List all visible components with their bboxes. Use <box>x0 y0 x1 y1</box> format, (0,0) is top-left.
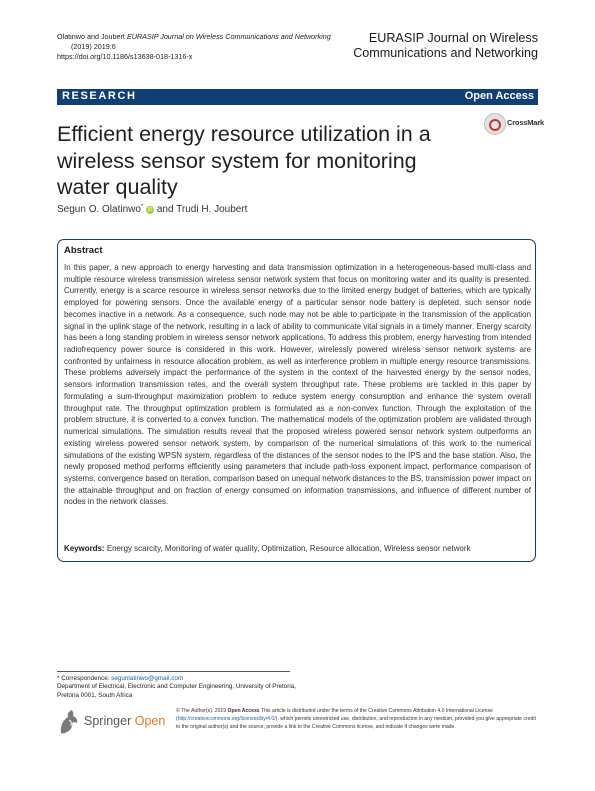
journal-name-line2: Communications and Networking <box>353 45 538 60</box>
keywords-list: Energy scarcity, Monitoring of water quality, Optimization, Resource allocation, Wireless sensor network <box>106 544 471 553</box>
springer-word: Springer <box>84 714 132 728</box>
copyright-text: © The Author(s). 2019 <box>176 708 227 714</box>
springer-open-logo <box>57 708 167 738</box>
springer-open-wordmark <box>84 714 165 728</box>
citation-year-volume: (2019) 2019:6 <box>71 42 116 51</box>
citation-journal: EURASIP Journal on Wireless Communications and Networking <box>126 32 331 41</box>
crossmark-icon <box>484 113 506 135</box>
license-notice <box>176 707 538 731</box>
author-affiliation: Department of Electrical, Electronic and Computer Engineering, University of Pretoria, Pretoria 0001, South Africa <box>57 683 297 699</box>
doi-link[interactable]: https://doi.org/10.1186/s13638-018-1316-x <box>57 52 193 61</box>
open-word: Open <box>134 714 166 728</box>
keywords-label: Keywords: <box>64 544 105 553</box>
springer-horse-icon <box>57 708 81 736</box>
author-first[interactable]: Segun O. Olatinwo <box>57 204 141 215</box>
footnote-divider <box>57 671 290 672</box>
license-link[interactable]: http://creativecommons.org/licenses/by/4.0/ <box>177 716 276 723</box>
citation-header <box>57 32 347 62</box>
journal-name <box>318 31 538 60</box>
orcid-icon[interactable]: iD <box>147 207 153 213</box>
abstract-box <box>57 239 536 562</box>
license-open-access: Open Access <box>227 708 260 714</box>
license-text-part2: ), which permits unrestricted use, distribution, and reproduction in any medium, provided you give appropriate credit to the original author(s) and the source, provide a link to the Creative Commons license, and indicate if changes were made. <box>176 716 536 731</box>
journal-name-line1: EURASIP Journal on Wireless <box>368 31 538 45</box>
crossmark-label: CrossMark <box>507 118 544 127</box>
article-type-banner <box>57 89 538 105</box>
article-type-label: RESEARCH <box>62 90 137 102</box>
crossmark-badge[interactable] <box>484 112 544 138</box>
footnote <box>57 675 297 700</box>
keywords <box>64 543 531 554</box>
abstract-heading: Abstract <box>64 245 103 256</box>
abstract-text: In this paper, a new approach to energy harvesting and data transmission optimization in a heterogeneous-based multi-class and multiple resource wireless transmission wireless sensor network system that focus on monitoring water and its quality is presented. Currently, energy is a scarce resource in wireless sensor networks due to the limited energy budget of batteries, which are typically employed for powering sensors. Once the available energy of a particular sensor node battery is depleted, such sensor node becomes inactive in a network. As a consequence, such node may not be able to participate in the transmission of the application signal in the uplink stage of the network, resulting in a lack of ability to communicate vital signals in a timely manner. Energy scarcity has been a long standing problem in wireless sensor network applications. To address this problem, energy harvesting from intended radiofrequency power source is considered in this work. However, wirelessly powered wireless sensor network systems are confronted by unfairness in resource allocation problem, as well as interference problem in multiple energy resource transmissions. These problems adversely impact the performance of the system in the context of the harvested energy by the sensor nodes, sensors information transmission rates, and the overall system throughput rate. These problems are tackled in this paper by formulating a sum-throughput maximization problem to reduce system energy consumption and enhance the system overall throughput rate. The throughput optimization problem is formulated as a non-convex function. Through the exploitation of the problem structure, it is converted to a convex function. The mathematical models of the optimization problem are validated through numerical simulations. The simulation results reveal that the proposed wireless powered sensor network system outperforms an existing wireless powered sensor network system, by comparison of the numerical simulations of this work to the numerical simulations of the existing WPSN system, regardless of the distances of the sensor nodes to the IPS and the base station. Also, the newly proposed method performs efficiently using parameters that include path-loss exponent impact, performance comparison of systems, convergence based on iteration, comparison based on unequal network distances to the BS, transmission power impact on the attainable throughput and on fraction of energy consumed on information transmissions, and influence of different number of nodes in the network classes. <box>64 263 531 507</box>
corresponding-mark: * <box>140 204 144 210</box>
correspondence-label: * Correspondence: <box>57 675 110 682</box>
correspondence-email[interactable]: segunlatinwo@gmail.com <box>111 675 184 682</box>
article-title: Efficient energy resource utilization in a wireless sensor system for monitoring water quality <box>57 122 431 199</box>
author-second[interactable]: Trudi H. Joubert <box>176 204 248 215</box>
author-list <box>57 204 247 215</box>
license-text-part1: This article is distributed under the terms of the Creative Commons Attribution 4.0 International License ( <box>176 708 493 723</box>
citation-authors: Olatinwo and Joubert <box>57 32 125 41</box>
open-access-label: Open Access <box>464 90 534 102</box>
author-conjunction: and <box>156 204 174 215</box>
